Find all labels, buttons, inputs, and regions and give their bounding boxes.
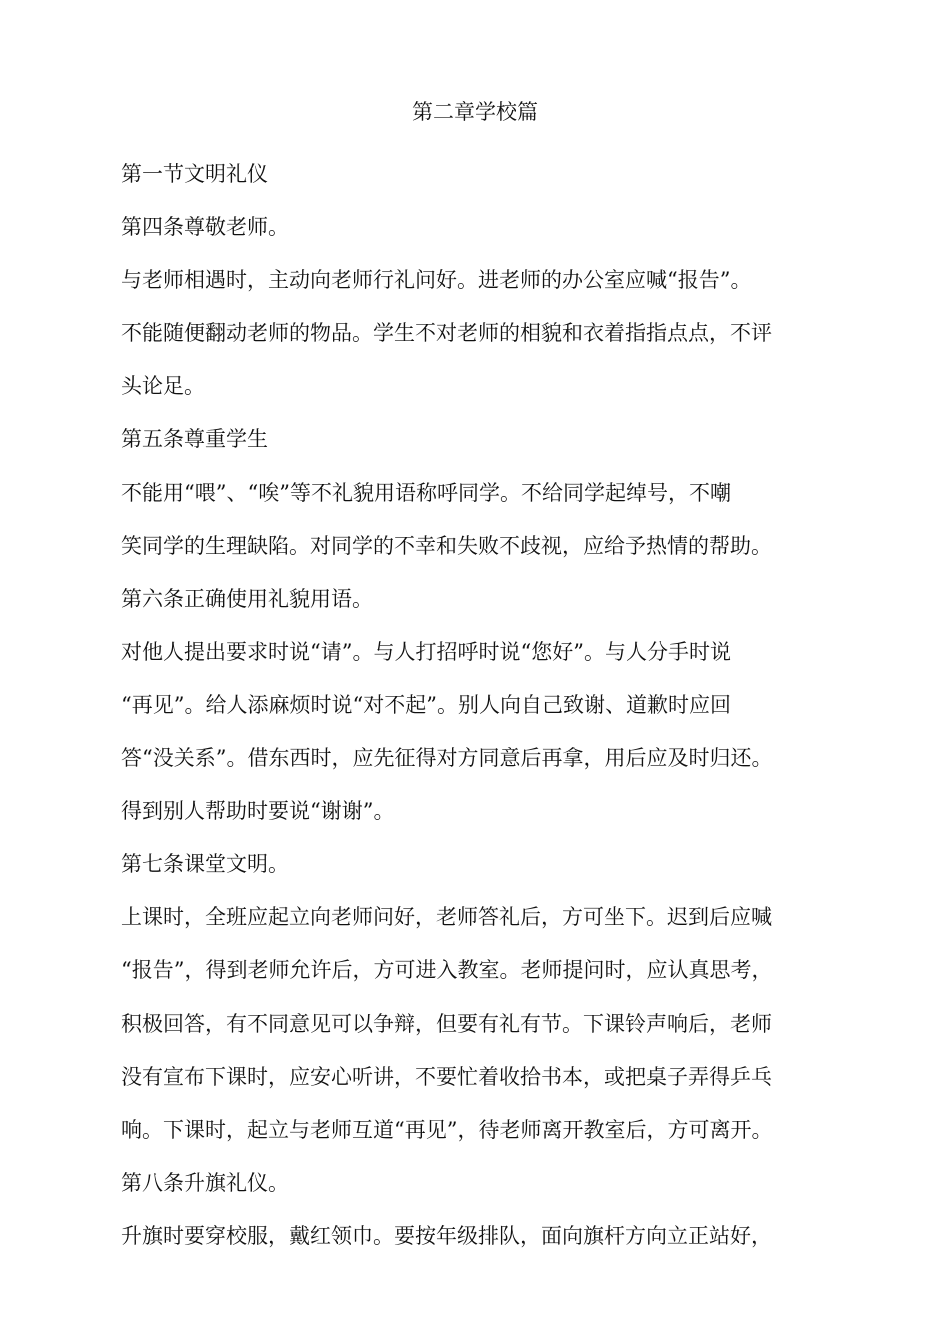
body-text-line: 不能随便翻动老师的物品。学生不对老师的相貌和衣着指指点点，不评 (121, 321, 772, 346)
body-text-line: 升旗时要穿校服，戴红领巾。要按年级排队，面向旗杆方向立正站好， (121, 1223, 772, 1248)
document-body (121, 148, 837, 1263)
body-text-line: “再见”。给人添麻烦时说“对不起”。别人向自己致谢、道歉时应回 (121, 692, 731, 717)
article-heading: 第四条尊敬老师。 (121, 215, 289, 240)
body-text-line: 不能用“喂”、“唉”等不礼貌用语称呼同学。不给同学起绰号，不嘲 (121, 480, 731, 505)
body-text-line: 响。下课时，起立与老师互道“再见”，待老师离开教室后，方可离开。 (121, 1117, 773, 1142)
body-text-line: 头论足。 (121, 374, 205, 399)
chapter-title: 第二章学校篇 (412, 100, 538, 124)
section-heading: 第一节文明礼仪 (121, 162, 268, 186)
body-text-line: 积极回答，有不同意见可以争辩，但要有礼有节。下课铃声响后，老师 (121, 1011, 772, 1036)
body-text-line: 对他人提出要求时说“请”。与人打招呼时说“您好”。与人分手时说 (121, 639, 731, 664)
body-text-line: 笑同学的生理缺陷。对同学的不幸和失败不歧视，应给予热情的帮助。 (121, 533, 772, 558)
article-heading: 第八条升旗礼仪。 (121, 1170, 289, 1195)
article-heading: 第六条正确使用礼貌用语。 (121, 586, 373, 611)
body-text-line: 上课时，全班应起立向老师问好，老师答礼后，方可坐下。迟到后应喊 (121, 905, 772, 930)
article-heading: 第五条尊重学生 (121, 427, 268, 452)
body-text-line: 与老师相遇时，主动向老师行礼问好。进老师的办公室应喊“报告”。 (121, 268, 752, 293)
body-text-line: “报告”，得到老师允许后，方可进入教室。老师提问时，应认真思考， (121, 958, 773, 983)
body-text-line: 得到别人帮助时要说“谢谢”。 (121, 799, 395, 824)
body-text-line: 没有宣布下课时，应安心听讲，不要忙着收拾书本，或把桌子弄得乒乓 (121, 1064, 772, 1089)
article-heading: 第七条课堂文明。 (121, 852, 289, 877)
body-text-line: 答“没关系”。借东西时，应先征得对方同意后再拿，用后应及时归还。 (121, 746, 773, 771)
